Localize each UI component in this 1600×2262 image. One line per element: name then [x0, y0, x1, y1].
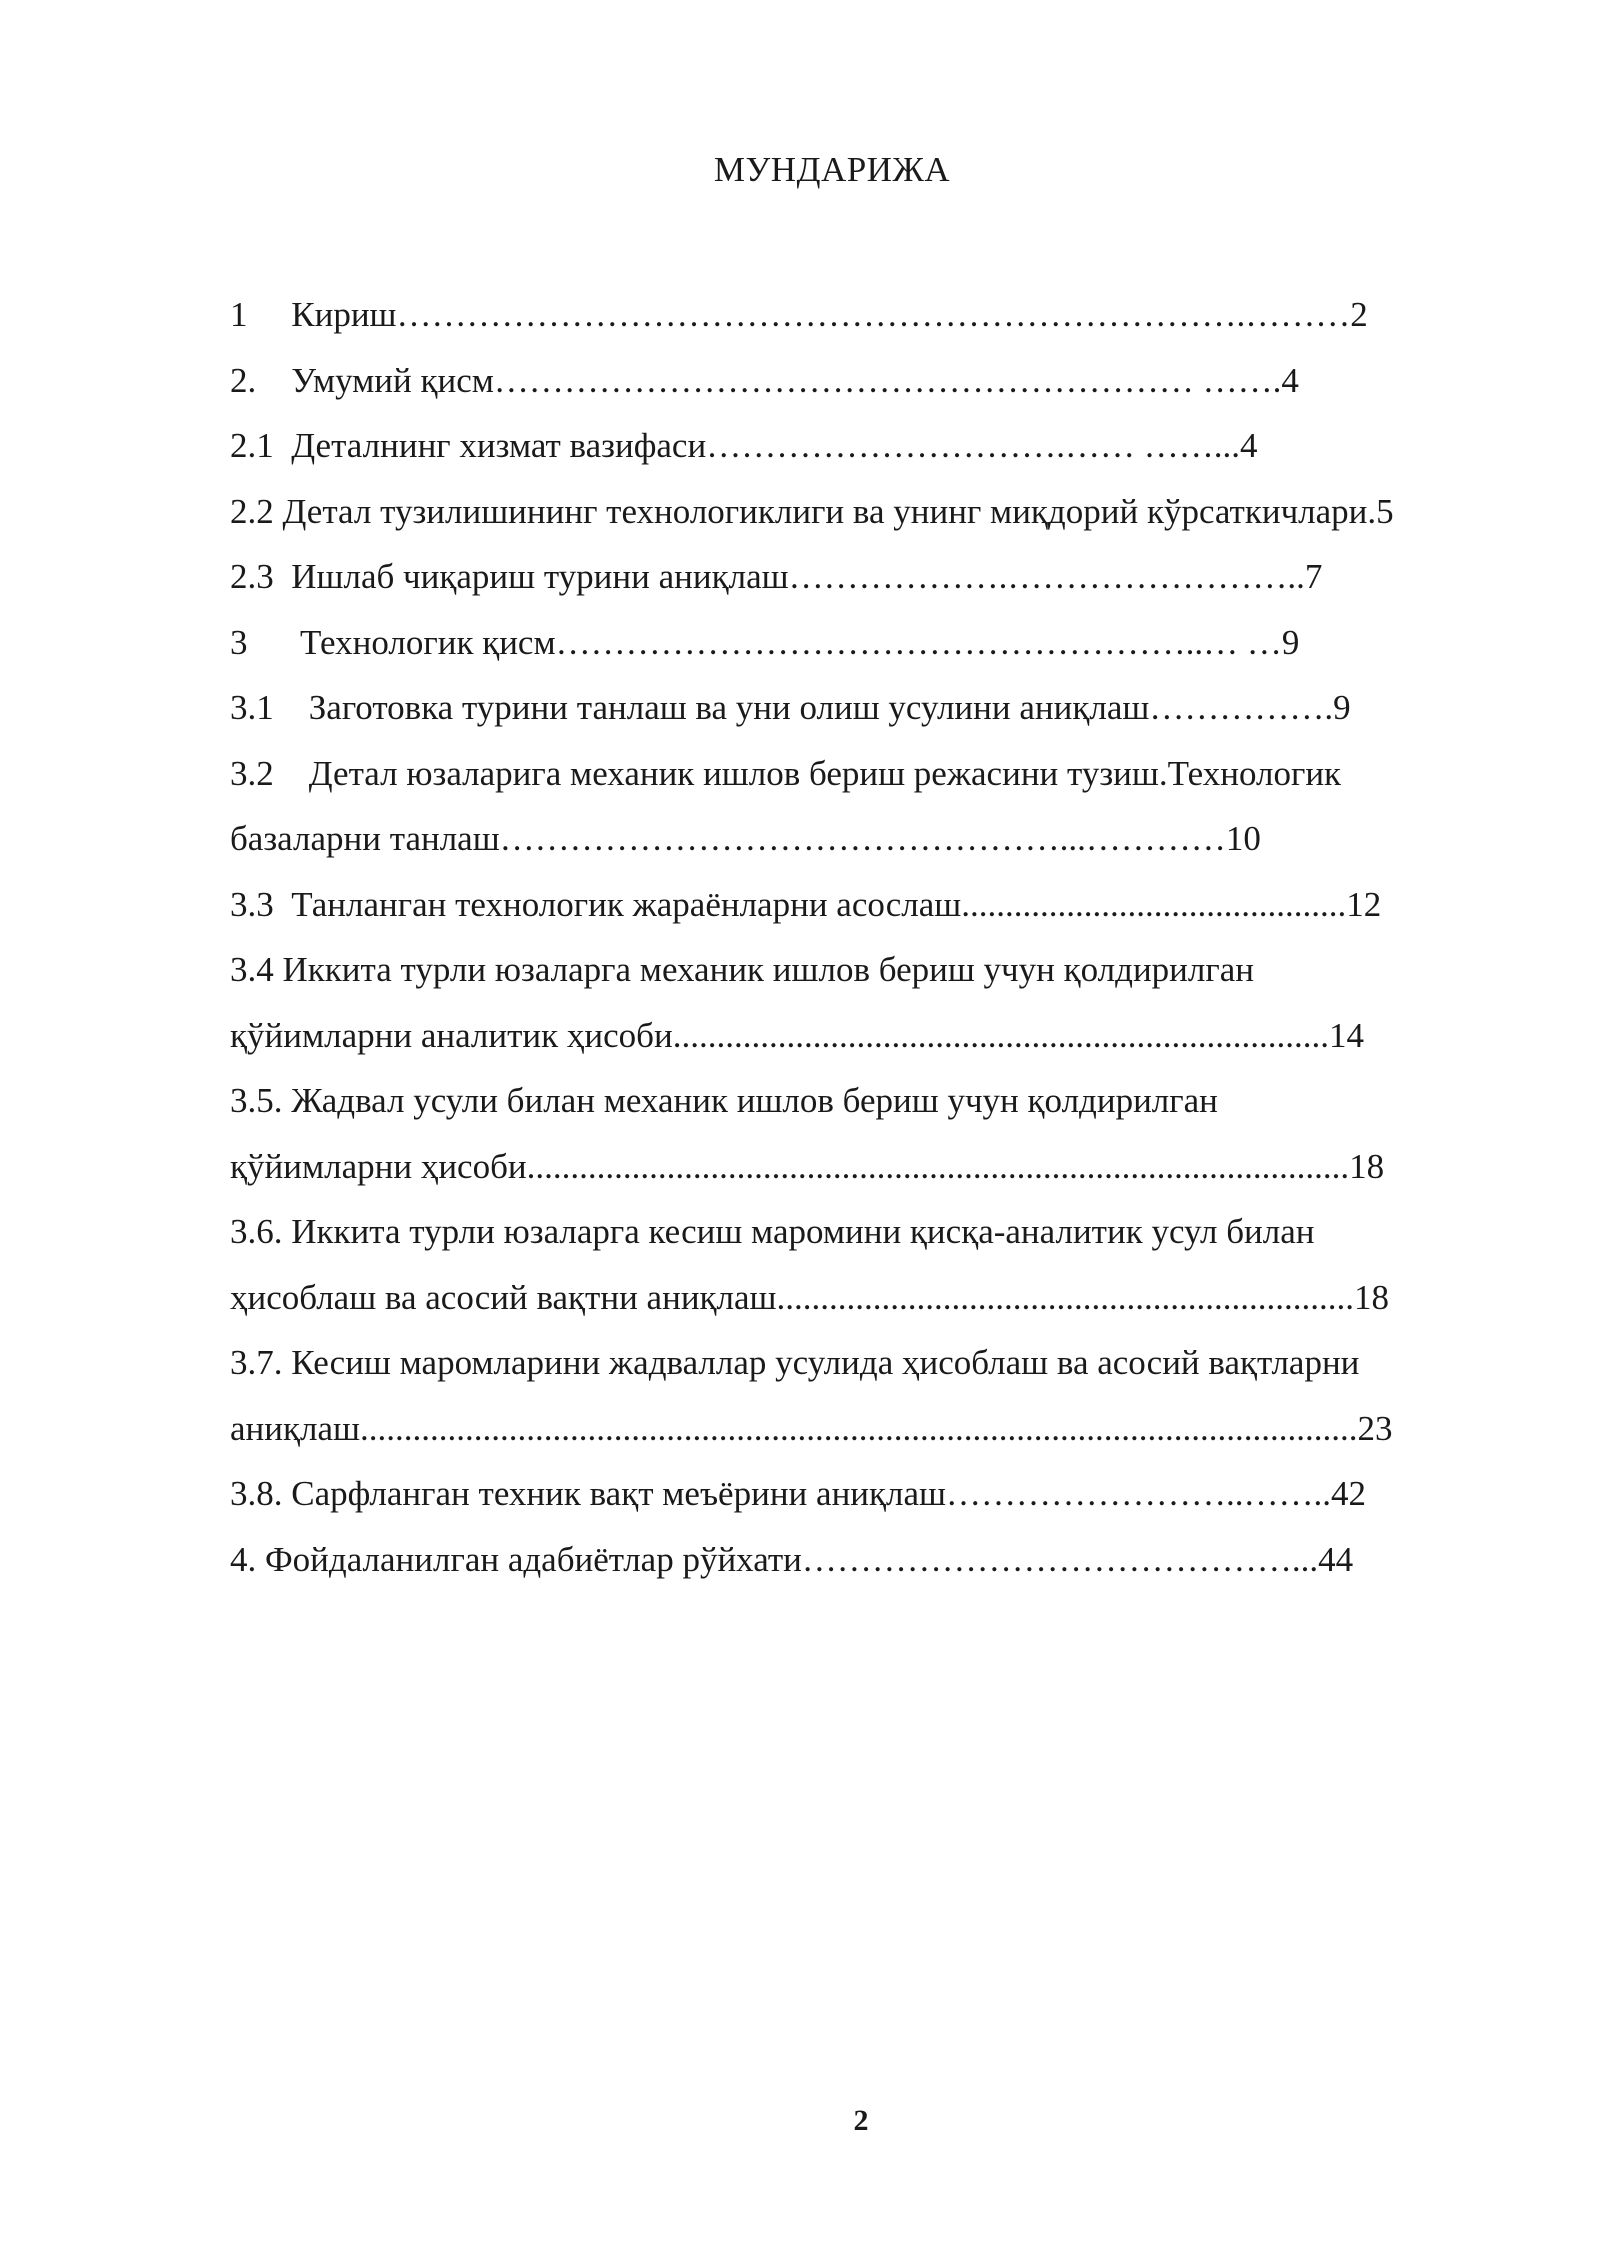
toc-line: 2.1 Деталнинг хизмат вазифаси………………………….…… ……...4 — [230, 426, 1258, 465]
toc-line: 3.7. Кесиш маромларини жадваллар усулида ҳисоблаш ва асосий вақтларни — [230, 1343, 1360, 1382]
table-of-contents — [230, 282, 1500, 1592]
toc-line: 3.4 Иккита турли юзаларга механик ишлов бериш учун қолдирилган — [230, 950, 1254, 989]
toc-line: қўйимларни ҳисоби..............................................................................................18 — [230, 1146, 1385, 1186]
toc-line: аниқлаш..................................................................................................................23 — [230, 1408, 1393, 1448]
toc-line: 3.3 Танланган технологик жараёнларни асослаш............................................12 — [230, 884, 1382, 924]
toc-line: ҳисоблаш ва асосий вақтни аниқлаш..................................................................18 — [230, 1277, 1389, 1317]
toc-line: 1 Кириш……………………………………………………………….………2 — [230, 295, 1368, 334]
toc-line: базаларни танлаш…………………………………………...…………10 — [230, 819, 1261, 858]
toc-line: 4. Фойдаланилган адабиётлар рўйхати……………………………………...44 — [230, 1539, 1354, 1579]
toc-line: 2.2 Детал тузилишининг технологиклиги ва унинг миқдорий кўрсаткичлари.5 — [230, 491, 1394, 531]
toc-line: 3.2 Детал юзаларига механик ишлов бериш режасини тузиш.Технологик — [230, 753, 1342, 793]
toc-line: 3.5. Жадвал усули билан механик ишлов бериш учун қолдирилган — [230, 1081, 1218, 1120]
page-number: 2 — [853, 2104, 869, 2137]
toc-line: 2. Умумий қисм…………………………………………………… …….4 — [230, 360, 1299, 400]
toc-line: 2.3 Ишлаб чиқариш турини аниқлаш……………….……………………..7 — [230, 557, 1323, 596]
toc-line: 3.1 Заготовка турини танлаш ва уни олиш усулини аниқлаш…………….9 — [230, 688, 1351, 727]
toc-line: 3.8. Сарфланган техник вақт меъёрини аниқлаш……………………..……..42 — [230, 1474, 1366, 1513]
toc-line: 3.6. Иккита турли юзаларга кесиш маромини қисқа-аналитик усул билан — [230, 1212, 1315, 1251]
toc-line: 3 Технологик қисм………………………………………………..… …9 — [230, 622, 1300, 662]
toc-line: қўйимларни аналитик ҳисоби...........................................................................14 — [230, 1015, 1364, 1055]
page-title: МУНДАРИЖА — [713, 150, 951, 189]
